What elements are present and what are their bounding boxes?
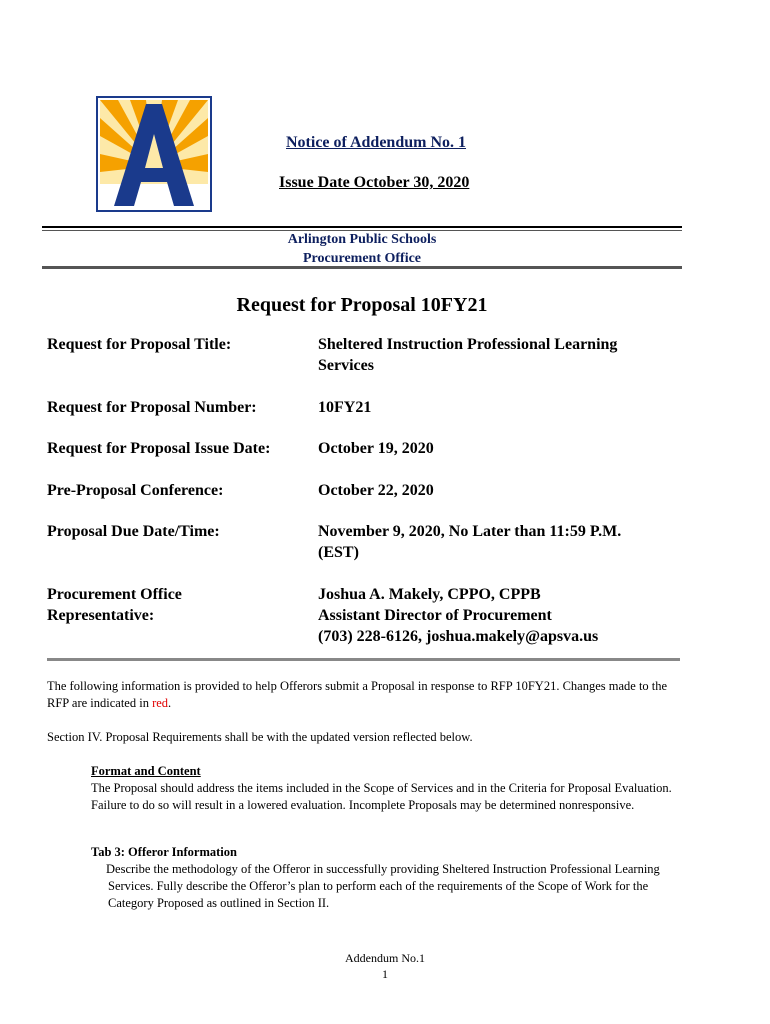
due-date-value-line: (EST) xyxy=(318,544,359,561)
intro-end: . xyxy=(168,696,172,710)
format-heading: Format and Content xyxy=(91,764,201,778)
divider-middle xyxy=(42,266,682,269)
intro-red-word: red xyxy=(152,696,169,710)
pre-proposal-label: Pre-Proposal Conference: xyxy=(47,482,224,499)
tab3-block xyxy=(91,844,683,912)
rfp-title-value xyxy=(318,334,688,376)
pre-proposal-value: October 22, 2020 xyxy=(318,482,434,499)
representative-title: Assistant Director of Procurement xyxy=(318,607,552,624)
org-name: Arlington Public Schools xyxy=(287,232,437,247)
representative-name: Joshua A. Makely, CPPO, CPPB xyxy=(318,586,541,603)
issue-date: Issue Date October 30, 2020 xyxy=(279,174,470,191)
divider-top xyxy=(42,226,682,228)
rfp-issue-date-label: Request for Proposal Issue Date: xyxy=(47,440,271,457)
representative-label-line: Representative: xyxy=(47,607,155,624)
rfp-title-value-line: Services xyxy=(318,357,374,374)
representative-value xyxy=(318,584,688,647)
format-content-block xyxy=(91,763,683,814)
representative-label-line: Procurement Office xyxy=(47,586,182,603)
rfp-number-label: Request for Proposal Number: xyxy=(47,399,257,416)
section-note: Section IV. Proposal Requirements shall be with the updated version reflected below. xyxy=(47,730,473,744)
arlington-public-schools-logo xyxy=(96,96,212,212)
tab3-heading: Tab 3: Offeror Information xyxy=(91,845,237,859)
format-text: The Proposal should address the items included in the Scope of Services and in the Criteria for Proposal Evaluation. Failure to do so will result in a lowered evaluation. Incomplete Proposals may be determined nonresponsive. xyxy=(91,781,672,812)
addendum-title: Notice of Addendum No. 1 xyxy=(286,134,467,151)
footer-label: Addendum No.1 xyxy=(345,951,425,965)
rfp-heading: Request for Proposal 10FY21 xyxy=(236,294,488,316)
rfp-issue-date-value: October 19, 2020 xyxy=(318,440,434,457)
due-date-value-line: November 9, 2020, No Later than 11:59 P.M. xyxy=(318,523,622,540)
divider-bottom xyxy=(47,658,680,661)
page-footer xyxy=(0,950,770,982)
representative-contact: (703) 228-6126, joshua.makely@apsva.us xyxy=(318,628,599,645)
office-name: Procurement Office xyxy=(302,251,422,266)
representative-label xyxy=(47,584,182,626)
intro-text: The following information is provided to help Offerors submit a Proposal in response to RFP 10FY21. Changes made to the RFP are indicated in xyxy=(47,679,668,710)
rfp-title-label: Request for Proposal Title: xyxy=(47,336,232,353)
intro-paragraph xyxy=(47,678,683,712)
rfp-title-value-line: Sheltered Instruction Professional Learning xyxy=(318,336,618,353)
rfp-number-value: 10FY21 xyxy=(318,399,372,416)
due-date-value xyxy=(318,521,688,563)
page-number: 1 xyxy=(382,967,388,981)
organization-block xyxy=(42,230,682,268)
due-date-label: Proposal Due Date/Time: xyxy=(47,523,220,540)
tab3-text: Describe the methodology of the Offeror in successfully providing Sheltered Instruction Professional Learning Services. Fully describe the Offeror’s plan to perform each of the requirements of the Scope of Work for the Category Proposed as outlined in Section II. xyxy=(106,862,660,910)
